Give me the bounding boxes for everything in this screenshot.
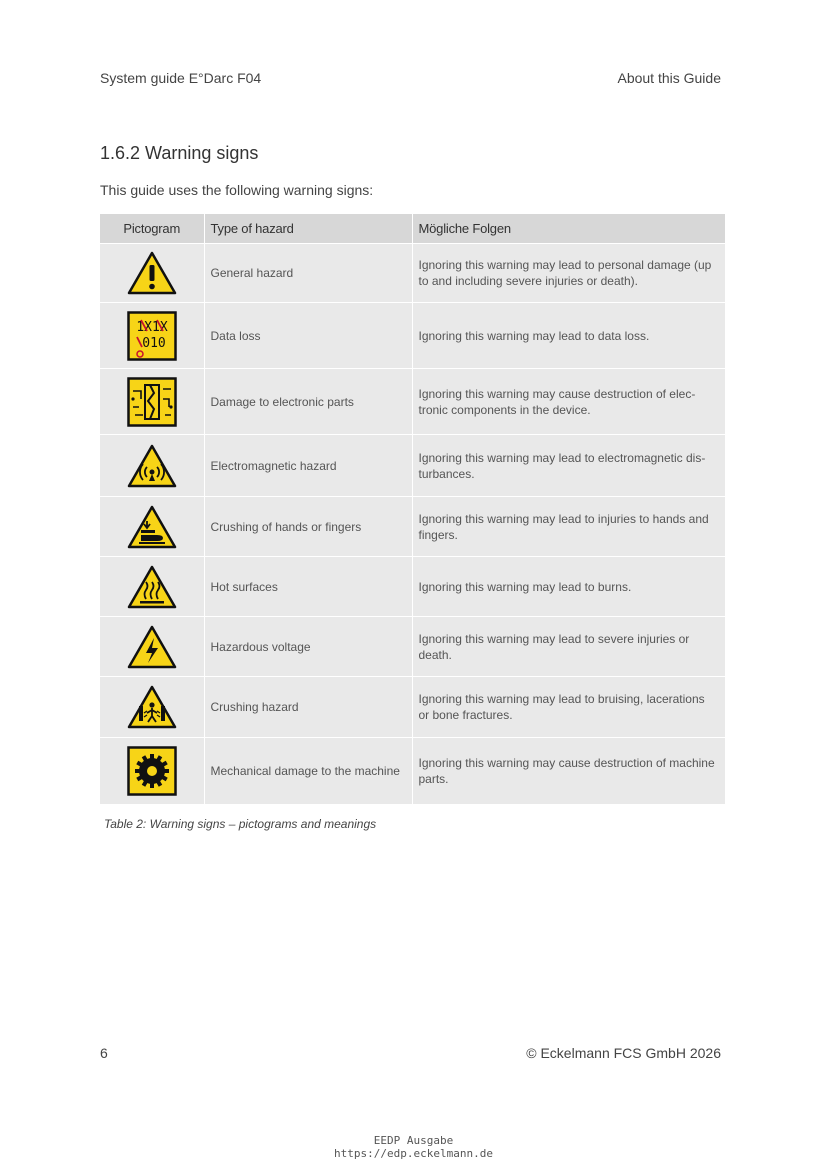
hazard-type-cell: Data loss <box>204 303 412 369</box>
table-row <box>100 497 725 557</box>
electronic-damage-icon <box>127 377 177 427</box>
machine-damage-icon <box>127 746 177 796</box>
consequence-cell: Ignoring this warning may cause destruction of elec-tronic components in the device. <box>412 369 725 435</box>
table-caption: Table 2: Warning signs – pictograms and meanings <box>104 817 377 831</box>
hand-crush-icon <box>127 505 177 549</box>
crushing-hazard-icon <box>127 685 177 729</box>
running-header-title: System guide E°Darc F04 <box>100 70 262 86</box>
hazard-type-cell: Hot surfaces <box>204 557 412 617</box>
pictogram-cell <box>100 435 204 497</box>
edition-stamp <box>0 1134 827 1160</box>
table-row <box>100 677 725 738</box>
pictogram-cell <box>100 303 204 369</box>
section-title: 1.6.2 Warning signs <box>100 143 259 163</box>
hazard-type-cell: General hazard <box>204 244 412 303</box>
pictogram-cell <box>100 557 204 617</box>
electromagnetic-hazard-icon <box>127 444 177 488</box>
edition-stamp-title: EEDP Ausgabe <box>373 1134 454 1147</box>
table-row <box>100 738 725 804</box>
table-row <box>100 369 725 435</box>
edition-stamp-url[interactable]: https://edp.eckelmann.de <box>334 1147 493 1160</box>
table-row <box>100 244 725 303</box>
consequence-cell: Ignoring this warning may lead to data loss. <box>412 303 725 369</box>
table-row <box>100 617 725 677</box>
pictogram-cell <box>100 497 204 557</box>
consequence-cell: Ignoring this warning may lead to bruising, lacerations or bone fractures. <box>412 677 725 738</box>
hot-surface-icon <box>127 565 177 609</box>
hazard-type-cell: Crushing of hands or fingers <box>204 497 412 557</box>
column-header-pictogram: Pictogram <box>100 214 204 244</box>
hazard-type-cell: Damage to electronic parts <box>204 369 412 435</box>
consequence-cell: Ignoring this warning may lead to severe injuries or death. <box>412 617 725 677</box>
pictogram-cell <box>100 369 204 435</box>
warning-signs-table <box>100 214 726 804</box>
general-hazard-icon <box>127 251 177 295</box>
hazard-type-cell: Crushing hazard <box>204 677 412 738</box>
consequence-cell: Ignoring this warning may lead to injuries to hands and fingers. <box>412 497 725 557</box>
hazard-type-cell: Electromagnetic hazard <box>204 435 412 497</box>
hazard-type-cell: Mechanical damage to the machine <box>204 738 412 804</box>
data-loss-icon <box>127 311 177 361</box>
intro-text: This guide uses the following warning signs: <box>100 182 374 198</box>
copyright: © Eckelmann FCS GmbH 2026 <box>526 1045 721 1061</box>
consequence-cell: Ignoring this warning may lead to personal damage (up to and including severe injuries or death). <box>412 244 725 303</box>
high-voltage-icon <box>127 625 177 669</box>
hazard-type-cell: Hazardous voltage <box>204 617 412 677</box>
page-number: 6 <box>100 1045 108 1061</box>
consequence-cell: Ignoring this warning may lead to burns. <box>412 557 725 617</box>
svg-text:010: 010 <box>142 335 166 351</box>
pictogram-cell <box>100 244 204 303</box>
consequence-cell: Ignoring this warning may lead to electromagnetic dis-turbances. <box>412 435 725 497</box>
column-header-consequence: Mögliche Folgen <box>412 214 725 244</box>
table-row <box>100 557 725 617</box>
table-row <box>100 435 725 497</box>
running-header-chapter: About this Guide <box>617 70 721 86</box>
svg-text:1X1X: 1X1X <box>136 319 168 335</box>
pictogram-cell <box>100 677 204 738</box>
table-row <box>100 303 725 369</box>
column-header-type: Type of hazard <box>204 214 412 244</box>
pictogram-cell <box>100 617 204 677</box>
pictogram-cell <box>100 738 204 804</box>
consequence-cell: Ignoring this warning may cause destruction of machine parts. <box>412 738 725 804</box>
table-header-row <box>100 214 725 244</box>
